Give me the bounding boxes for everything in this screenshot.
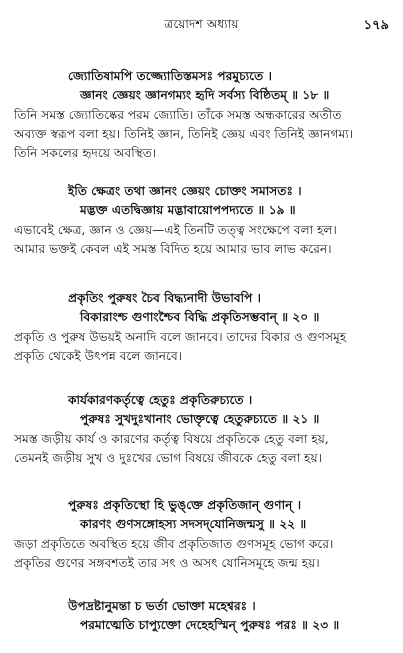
translation-line: জড়া প্রকৃতিতে অবস্থিত হয়ে জীব প্রকৃতিজাত গুণসমূহ ভোগ করে। xyxy=(14,537,334,551)
translation-line: প্রকৃতির গুণের সঙ্গবশতই তার সৎ ও অসৎ যোনিসমূহে জন্ম হয়। xyxy=(14,556,320,570)
sanskrit-line: জ্ঞানং জ্ঞেয়ং জ্ঞানগম্যং হৃদি সর্বস্য বিষ্ঠিতম্ ॥ ১৮ ॥ xyxy=(80,88,330,102)
sanskrit-line: পরমাত্মেতি চাপ্যুক্তো দেহেহস্মিন্ পুরুষঃ পরঃ ॥ ২৩ ॥ xyxy=(80,618,340,632)
translation-line: তেমনই জড়ীয় সুখ ও দুঃখের ভোগ বিষয়ে জীবকে হেতু বলা হয়। xyxy=(14,451,323,465)
sanskrit-line: বিকারাংশ্চ গুণাংশ্চৈব বিদ্ধি প্রকৃতিসম্ভবান্ ॥ ২০ ॥ xyxy=(80,310,320,324)
sanskrit-line: মদ্ভক্ত এতদ্বিজ্ঞায় মদ্ভাবায়োপপদ্যতে ॥ ১৯ ॥ xyxy=(80,203,296,217)
sanskrit-line: কারণং গুণসঙ্গোহস্য সদসদ্‌যোনিজন্মসু ॥ ২২ ॥ xyxy=(80,517,307,531)
sanskrit-line: উপদ্রষ্টানুমন্তা চ ভর্তা ভোক্তা মহেশ্বরঃ । xyxy=(68,599,256,613)
translation-line: প্রকৃতি থেকেই উৎপন্ন বলে জানবে। xyxy=(14,349,183,363)
sanskrit-line: জ্যোতিষামপি তজ্জ্যোতিস্তমসঃ পরমুচ্যতে । xyxy=(68,69,272,83)
translation-line: এভাবেই ক্ষেত্র, জ্ঞান ও জ্ঞেয়—এই তিনটি তত্ত্ব সংক্ষেপে বলা হল। xyxy=(14,223,337,237)
translation-line: তিনি সকলের হৃদয়ে অবস্থিত। xyxy=(14,146,157,160)
translation-line: অব্যক্ত স্বরূপ বলা হয়। তিনিই জ্ঞান, তিনিই জ্ঞেয় এবং তিনিই জ্ঞানগম্য। xyxy=(14,127,354,141)
translation-line: তিনি সমস্ত জ্যোতিষ্কের পরম জ্যোতি। তাঁকে সমস্ত অন্ধকারের অতীত xyxy=(14,108,342,122)
translation-line: প্রকৃতি ও পুরুষ উভয়ই অনাদি বলে জানবে। তাদের বিকার ও গুণসমূহ xyxy=(14,330,347,344)
page-number: ১৭৯ xyxy=(363,18,389,33)
sanskrit-line: ইতি ক্ষেত্রং তথা জ্ঞানং জ্ঞেয়ং চোক্তং সমাসতঃ । xyxy=(68,184,302,198)
sanskrit-line: পুরুষঃ সুখদুঃখানাং ভোক্তৃত্বে হেতুরুচ্যতে ॥ ২১ ॥ xyxy=(80,412,320,426)
translation-line: সমস্ত জড়ীয় কার্য ও কারণের কর্তৃত্ব বিষয়ে প্রকৃতিকে হেতু বলা হয়, xyxy=(14,432,329,446)
sanskrit-line: পুরুষঃ প্রকৃতিস্থো হি ভুঙ্‌ক্তে প্রকৃতিজান্ গুণান্ । xyxy=(68,498,302,512)
translation-line: আমার ভক্তই কেবল এই সমস্ত বিদিত হয়ে আমার ভাব লাভ করেন। xyxy=(14,242,332,256)
sanskrit-line: প্রকৃতিং পুরুষং চৈব বিদ্ধ্যনাদী উভাবপি । xyxy=(68,291,262,305)
sanskrit-line: কার্যকারণকর্তৃত্বে হেতুঃ প্রকৃতিরুচ্যতে । xyxy=(68,393,253,407)
page-header xyxy=(0,16,403,36)
chapter-title: ত্রয়োদশ অধ্যায় xyxy=(164,17,239,31)
